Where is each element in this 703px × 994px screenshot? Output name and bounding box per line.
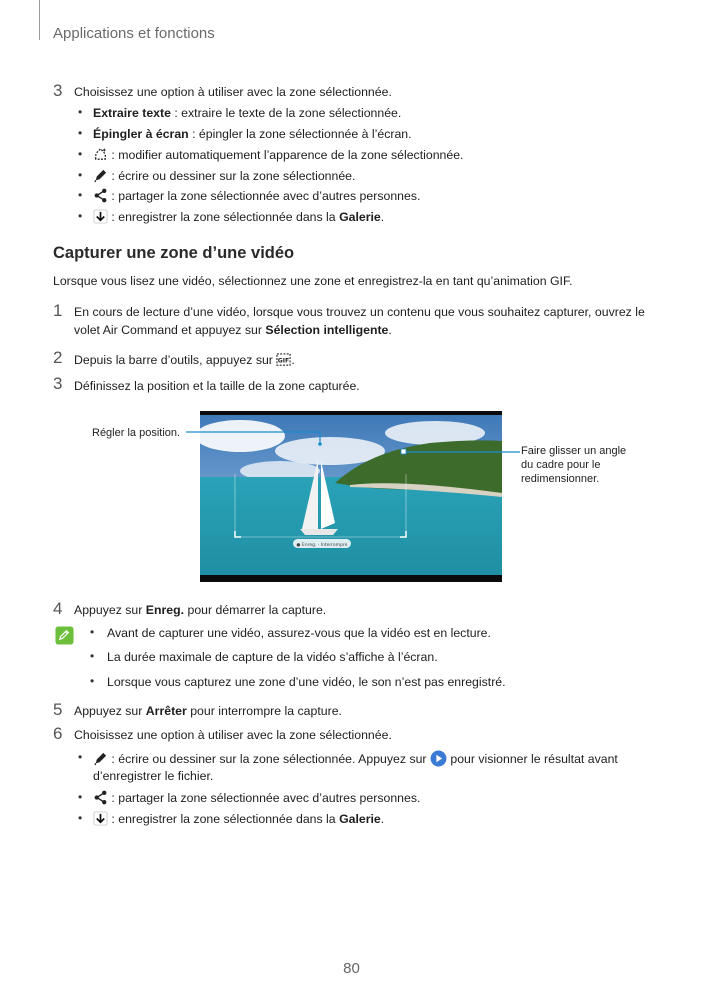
bullet: • [78, 209, 83, 223]
record-pill-label: ● Enreg. · Interrompre [296, 543, 348, 548]
step-number: 3 [53, 374, 63, 393]
option-desc: : modifier automatiquement l’apparence de la zone sélectionnée. [108, 148, 464, 162]
step-number: 2 [53, 348, 63, 367]
step-text [74, 703, 342, 720]
option-name: Épingler à écran [93, 127, 189, 141]
bullet: • [90, 674, 95, 688]
option-desc: : enregistrer la zone sélectionnée dans la [108, 210, 340, 224]
bullet: • [90, 625, 95, 639]
step-text: Choisissez une option à utiliser avec la zone sélectionnée. [74, 728, 392, 742]
bullet: • [78, 790, 83, 804]
play-icon [430, 750, 447, 767]
section-title: Capturer une zone d’une vidéo [53, 244, 295, 262]
app-name: Galerie [339, 812, 381, 826]
step-number: 4 [53, 599, 63, 618]
bullet: • [90, 649, 95, 663]
note-text: Avant de capturer une vidéo, assurez-vous que la vidéo est en lecture. [107, 626, 491, 640]
punctuation: . [380, 210, 385, 224]
menu-name: Sélection intelligente [265, 323, 389, 337]
bullet: • [78, 188, 83, 202]
note-icon [55, 626, 74, 645]
option-name: Extraire texte [93, 106, 171, 120]
option-desc: : partager la zone sélectionnée avec d’autres personnes. [108, 189, 421, 203]
option-desc: : écrire ou dessiner sur la zone sélectionnée. Appuyez sur [108, 752, 430, 766]
bullet: • [78, 147, 83, 161]
text: pour démarrer la capture. [184, 603, 327, 617]
punctuation: . [388, 323, 392, 337]
punctuation: . [380, 812, 385, 826]
step-number: 6 [53, 724, 63, 743]
step-number: 5 [53, 700, 63, 719]
text: volet Air Command et appuyez sur [74, 323, 266, 337]
step-text [74, 602, 326, 619]
bullet: • [78, 168, 83, 182]
punctuation: . [291, 353, 295, 367]
text: Appuyez sur [74, 704, 146, 718]
list-item [93, 790, 420, 807]
app-name: Galerie [339, 210, 381, 224]
option-desc: : extraire le texte de la zone sélectionnée. [170, 106, 402, 120]
note-text: La durée maximale de capture de la vidéo s’affiche à l’écran. [107, 650, 438, 664]
svg-text:GIF: GIF [278, 357, 290, 365]
bullet: • [78, 750, 83, 764]
step-text: Choisissez une option à utiliser avec la zone sélectionnée. [74, 85, 392, 99]
bullet: • [78, 126, 83, 140]
text: pour interrompre la capture. [186, 704, 342, 718]
step-number: 3 [53, 81, 63, 100]
section-intro: Lorsque vous lisez une vidéo, sélectionnez une zone et enregistrez-la en tant qu’animation GIF. [53, 274, 573, 288]
page-number: 80 [343, 960, 360, 977]
callout-line: du cadre pour le [521, 459, 601, 471]
share-icon [93, 790, 108, 805]
callout-line: Faire glisser un angle [521, 445, 627, 457]
step-text: En cours de lecture d’une vidéo, lorsque vous trouvez un contenu que vous souhaitez capturer, ouvrez le [74, 305, 645, 319]
list-item-cont: d’enregistrer le fichier. [93, 769, 214, 783]
bullet: • [78, 811, 83, 825]
option-desc: : écrire ou dessiner sur la zone sélectionnée. [108, 169, 356, 183]
button-name: Enreg. [145, 603, 185, 617]
download-icon [93, 811, 108, 826]
bullet: • [78, 105, 83, 119]
list-item [93, 811, 384, 828]
option-desc: : épingler la zone sélectionnée à l’écran. [188, 127, 412, 141]
text: Appuyez sur [74, 603, 146, 617]
step-number: 1 [53, 301, 63, 320]
callout-resize [521, 444, 626, 486]
option-desc: : enregistrer la zone sélectionnée dans la [108, 812, 340, 826]
text: Depuis la barre d’outils, appuyez sur [74, 353, 277, 367]
option-desc: pour visionner le résultat avant [446, 752, 618, 766]
option-desc: : partager la zone sélectionnée avec d’autres personnes. [108, 791, 421, 805]
list-item [93, 750, 618, 768]
note-text: Lorsque vous capturez une zone d’une vidéo, le son n’est pas enregistré. [107, 675, 506, 689]
callout-position: Régler la position. [92, 427, 181, 439]
step-text: Définissez la position et la taille de la zone capturée. [74, 379, 360, 393]
callout-line: redimensionner. [521, 473, 600, 485]
pen-icon [93, 751, 108, 766]
page-header: Applications et fonctions [53, 25, 215, 42]
button-name: Arrêter [145, 704, 187, 718]
